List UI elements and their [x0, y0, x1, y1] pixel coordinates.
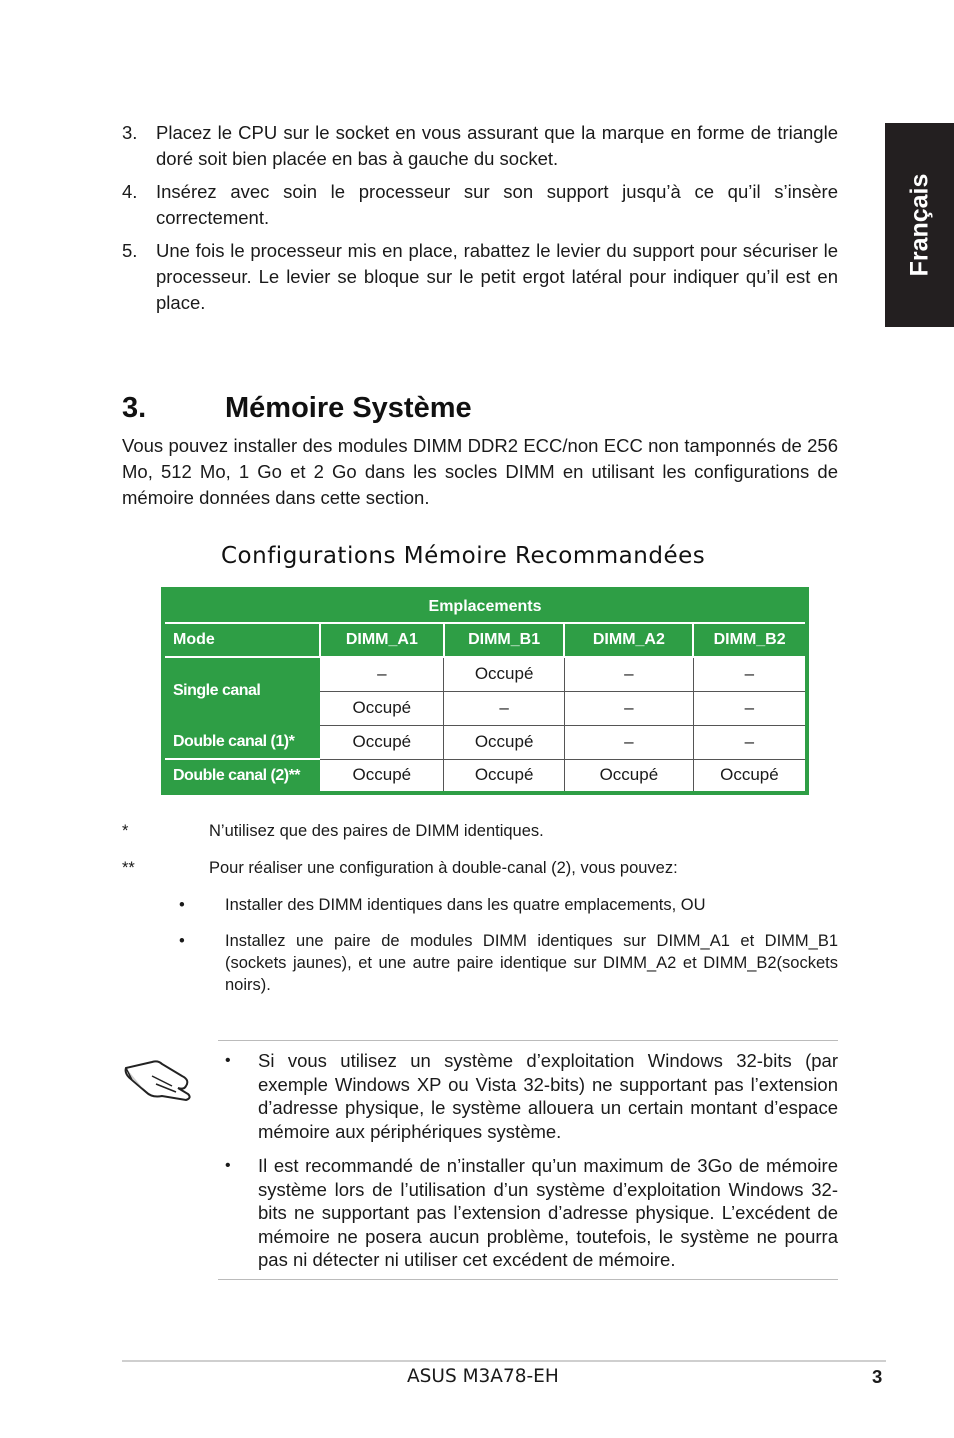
footnote-text: N’utilisez que des paires de DIMM identiques. [209, 822, 544, 840]
pointing-hand-icon [122, 1050, 194, 1107]
bullet-text: Installer des DIMM identiques dans les quatre emplacements, OU [225, 896, 706, 914]
table-row [163, 759, 807, 793]
table-header-row [163, 589, 807, 623]
footnotes [122, 820, 838, 1010]
step-text: Une fois le processeur mis en place, rabattez le levier du support pour sécuriser le processeur. Le levier se bloque sur le petit ergot latéral pour indiquer qu’il est en place. [156, 240, 838, 313]
table-cell: Occupé [444, 759, 565, 793]
step-text: Insérez avec soin le processeur sur son support jusqu’à ce qu’il s’insère correctement. [156, 181, 838, 228]
column-header: DIMM_B1 [444, 623, 565, 657]
table-cell: Occupé [320, 725, 444, 759]
table-column-header-row [163, 623, 807, 657]
table-cell: – [693, 691, 807, 725]
footnote-text: Pour réaliser une configuration à double-canal (2), vous pouvez: [209, 859, 678, 877]
footnote [122, 820, 838, 842]
table-cell: Occupé [320, 759, 444, 793]
emplacements-header: Emplacements [163, 589, 807, 623]
footnote [122, 857, 838, 879]
table-cell: – [564, 657, 693, 691]
language-tab [885, 123, 954, 327]
section-title: Mémoire Système [225, 392, 472, 424]
table-row [163, 657, 807, 691]
memory-config-table [161, 587, 809, 795]
footnote-bullets [122, 894, 838, 996]
row-label-single: Single canal [163, 657, 320, 725]
steps-list [122, 120, 838, 323]
note-text: Il est recommandé de n’installer qu’un maximum de 3Go de mémoire système lors de l’utilisation d’un système d’exploitation Windows 32-bits ne supportant pas l’extension d’adresse physique. L’excédent de mémoire ne posera aucun problème, toutefois, le système ne pourra pas ni détecter ni utiliser cet excédent de mémoire. [258, 1155, 838, 1270]
step-text: Placez le CPU sur le socket en vous assurant que la marque en forme de triangle doré soit bien placée en bas à gauche du socket. [156, 122, 838, 169]
note-box [218, 1040, 838, 1280]
table-cell: – [693, 725, 807, 759]
footnote-mark: ** [122, 859, 135, 877]
note-bullet: • [225, 1052, 231, 1069]
table-cell: Occupé [444, 657, 565, 691]
column-header: DIMM_B2 [693, 623, 807, 657]
note-list [225, 1049, 838, 1283]
step-item [122, 120, 838, 172]
bullet-text: Installez une paire de modules DIMM identiques sur DIMM_A1 et DIMM_B1 (sockets jaunes), et une autre paire identique sur DIMM_A2 et DIMM_B2(sockets noirs). [225, 932, 838, 994]
table-cell: – [444, 691, 565, 725]
table-cell: – [564, 691, 693, 725]
bullet-item [179, 894, 838, 916]
table-cell: Occupé [320, 691, 444, 725]
section-intro: Vous pouvez installer des modules DIMM DDR2 ECC/non ECC non tamponnés de 256 Mo, 512 Mo, 1 Go et 2 Go dans les socles DIMM en utilisant les configurations de mémoire données dans cette section. [122, 435, 838, 508]
bullet-mark: • [179, 932, 185, 950]
bullet-mark: • [179, 896, 185, 914]
step-number: 4. [122, 181, 138, 202]
language-tab-label: Français [905, 173, 933, 277]
section-number: 3. [122, 392, 147, 424]
bullet-item [179, 930, 838, 996]
table-cell: Occupé [693, 759, 807, 793]
table-row [163, 725, 807, 759]
mode-header: Mode [163, 623, 320, 657]
column-header: DIMM_A1 [320, 623, 444, 657]
footnote-mark: * [122, 822, 129, 840]
footer-divider [122, 1360, 886, 1362]
table-cell: – [693, 657, 807, 691]
note-text: Si vous utilisez un système d’exploitation Windows 32-bits (par exemple Windows XP ou Vista 32-bits) ne supportant pas l’extension d’adresse physique, le système allouera un certain montant d’espace mémoire aux périphériques système. [258, 1050, 838, 1142]
step-number: 3. [122, 122, 138, 143]
note-item [225, 1049, 838, 1143]
table-cell: Occupé [564, 759, 693, 793]
table-cell: – [320, 657, 444, 691]
row-label-dual2: Double canal (2)** [163, 759, 320, 793]
table-cell: – [564, 725, 693, 759]
step-item [122, 179, 838, 231]
note-bullet: • [225, 1157, 231, 1174]
note-item [225, 1154, 838, 1272]
row-label-dual1: Double canal (1)* [163, 725, 320, 759]
table-cell: Occupé [444, 725, 565, 759]
column-header: DIMM_A2 [564, 623, 693, 657]
step-item [122, 238, 838, 316]
page-number: 3 [872, 1366, 883, 1387]
table-title: Configurations Mémoire Recommandées [221, 543, 706, 569]
footer-product: ASUS M3A78-EH [407, 1366, 559, 1387]
step-number: 5. [122, 240, 138, 261]
